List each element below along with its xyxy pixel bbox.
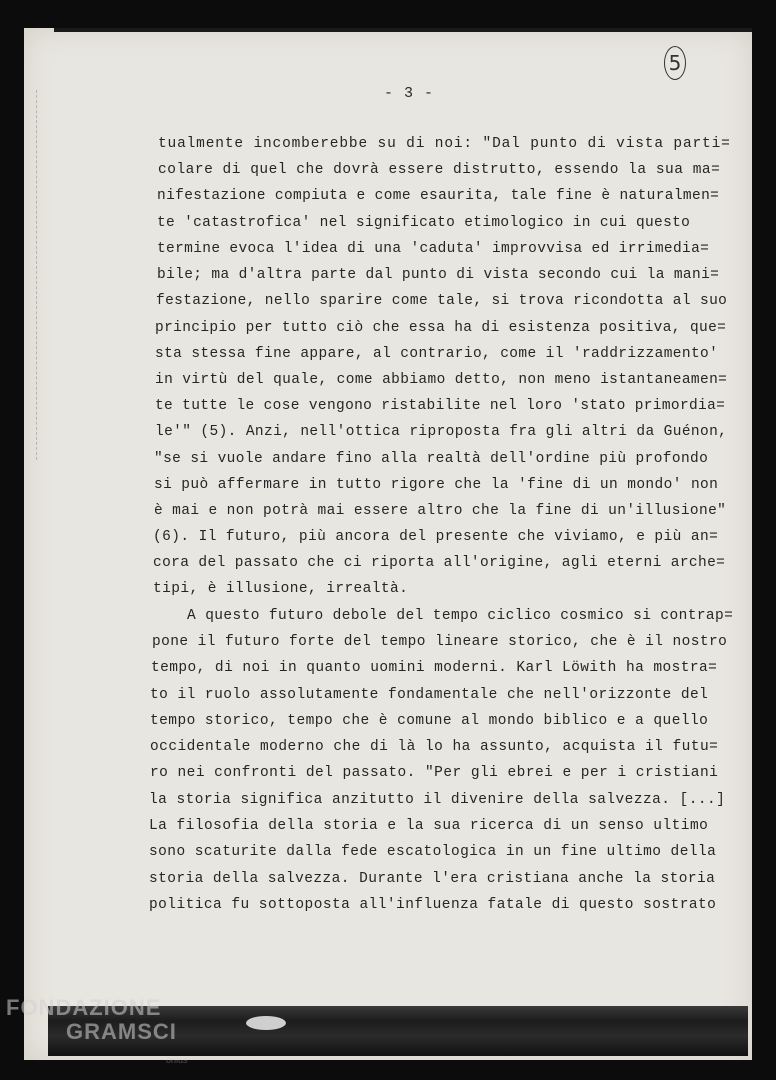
text-line: politica fu sottoposta all'influenza fatale di questo sostrato <box>149 897 717 913</box>
text-line: principio per tutto ciò che essa ha di esistenza positiva, que= <box>155 320 727 336</box>
text-line: è mai e non potrà mai essere altro che la fine di un'illusione" <box>154 503 727 519</box>
text-line: A questo futuro debole del tempo ciclico cosmico si contrap= <box>187 608 734 624</box>
text-line: "se si vuole andare fino alla realtà dell'ordine più profondo <box>154 451 709 467</box>
text-line: te tutte le cose vengono ristabilite nel loro 'stato primordia= <box>155 398 726 414</box>
text-line: pone il futuro forte del tempo lineare storico, che è il nostro <box>152 634 728 650</box>
text-line: te 'catastrofica' nel significato etimologico in cui questo <box>157 215 691 231</box>
text-line: ro nei confronti del passato. "Per gli ebrei e per i cristiani <box>150 765 719 781</box>
text-line: tempo storico, tempo che è comune al mondo biblico e a quello <box>150 713 709 729</box>
text-line: festazione, nello sparire come tale, si trova ricondotta al suo <box>156 293 728 309</box>
text-line: La filosofia della storia e la sua ricerca di un senso ultimo <box>149 818 709 834</box>
text-line: si può affermare in tutto rigore che la 'fine di un mondo' non <box>154 477 719 493</box>
text-line: tualmente incomberebbe su di noi: "Dal punto di vista parti= <box>158 136 731 152</box>
text-line: in virtù del quale, come abbiamo detto, non meno istantaneamen= <box>155 372 728 388</box>
text-line: bile; ma d'altra parte dal punto di vista secondo cui la mani= <box>157 267 720 283</box>
text-line: le'" (5). Anzi, nell'ottica riproposta fra gli altri da Guénon, <box>155 424 728 440</box>
text-line: occidentale moderno che di là lo ha assunto, acquista il futu= <box>150 739 719 755</box>
text-line: (6). Il futuro, più ancora del presente che viviamo, e più an= <box>153 529 719 545</box>
watermark-sub: onlus <box>166 1055 188 1065</box>
watermark-logo <box>6 995 188 1065</box>
text-line: storia della salvezza. Durante l'era cristiana anche la storia <box>149 871 716 887</box>
scan-light-streak <box>246 1016 286 1030</box>
text-line: nifestazione compiuta e come esaurita, tale fine è naturalmen= <box>157 188 720 204</box>
text-line: cora del passato che ci riporta all'origine, agli eterni arche= <box>153 555 726 571</box>
text-line: tipi, è illusione, irrealtà. <box>153 581 409 597</box>
text-line: tempo, di noi in quanto uomini moderni. Karl Löwith ha mostra= <box>151 660 718 676</box>
text-line: sta stessa fine appare, al contrario, come il 'raddrizzamento' <box>155 346 719 362</box>
archive-stamp-number: 5 <box>664 46 686 80</box>
text-line: to il ruolo assolutamente fondamentale che nell'orizzonte del <box>150 687 709 703</box>
watermark-line-2: GRAMSCI <box>66 1019 177 1044</box>
text-line: colare di quel che dovrà essere distrutto, essendo la sua ma= <box>158 162 721 178</box>
text-line: sono scaturite dalla fede escatologica in un fine ultimo della <box>149 844 717 860</box>
watermark-line-1: FONDAZIONE <box>6 995 162 1020</box>
page-number: - 3 - <box>384 85 435 102</box>
text-line: termine evoca l'idea di una 'caduta' improvvisa ed irrimedia= <box>157 241 710 257</box>
text-line: la storia significa anzitutto il divenire della salvezza. [...] <box>149 792 726 808</box>
